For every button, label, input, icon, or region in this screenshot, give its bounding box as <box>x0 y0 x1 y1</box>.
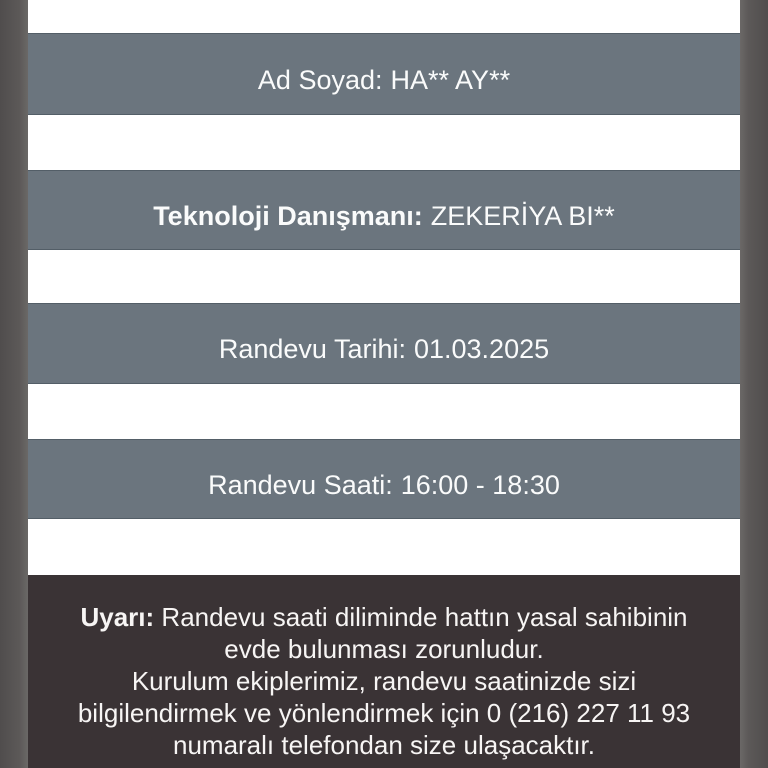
teknoloji-danismani-value: ZEKERİYA BI** <box>430 200 615 231</box>
ad-soyad-label: Ad Soyad: <box>257 64 383 95</box>
left-edge-strip <box>0 0 28 768</box>
warning-line-2: evde bulunması zorunludur. <box>224 634 544 664</box>
ad-soyad-value: HA** AY** <box>390 64 511 95</box>
randevu-saati-value: 16:00 - 18:30 <box>400 469 560 500</box>
warning-line-3: Kurulum ekiplerimiz, randevu saatinizde sizi <box>131 666 637 696</box>
warning-line-5: numaralı telefondan size ulaşacaktır. <box>172 730 596 760</box>
randevu-tarihi-value: 01.03.2025 <box>413 334 550 364</box>
field-row-randevu-tarihi <box>28 303 740 384</box>
field-row-randevu-saati <box>28 439 740 519</box>
teknoloji-danismani-label: Teknoloji Danışmanı: <box>153 200 423 231</box>
warning-line-1-text: Randevu saati diliminde hattın yasal sahibinin <box>161 602 688 632</box>
randevu-tarihi-label: Randevu Tarihi: <box>218 334 406 364</box>
field-row-teknoloji-danismani <box>28 170 740 250</box>
content-area <box>28 0 740 768</box>
warning-line-1 <box>28 601 740 633</box>
warning-panel <box>28 575 740 768</box>
warning-line-4: bilgilendirmek ve yönlendirmek için 0 (216) 227 11 93 <box>77 698 691 728</box>
field-row-ad-soyad <box>28 33 740 115</box>
randevu-saati-label: Randevu Saati: <box>208 469 393 500</box>
right-edge-strip <box>740 0 768 768</box>
warning-label: Uyarı: <box>80 602 155 632</box>
